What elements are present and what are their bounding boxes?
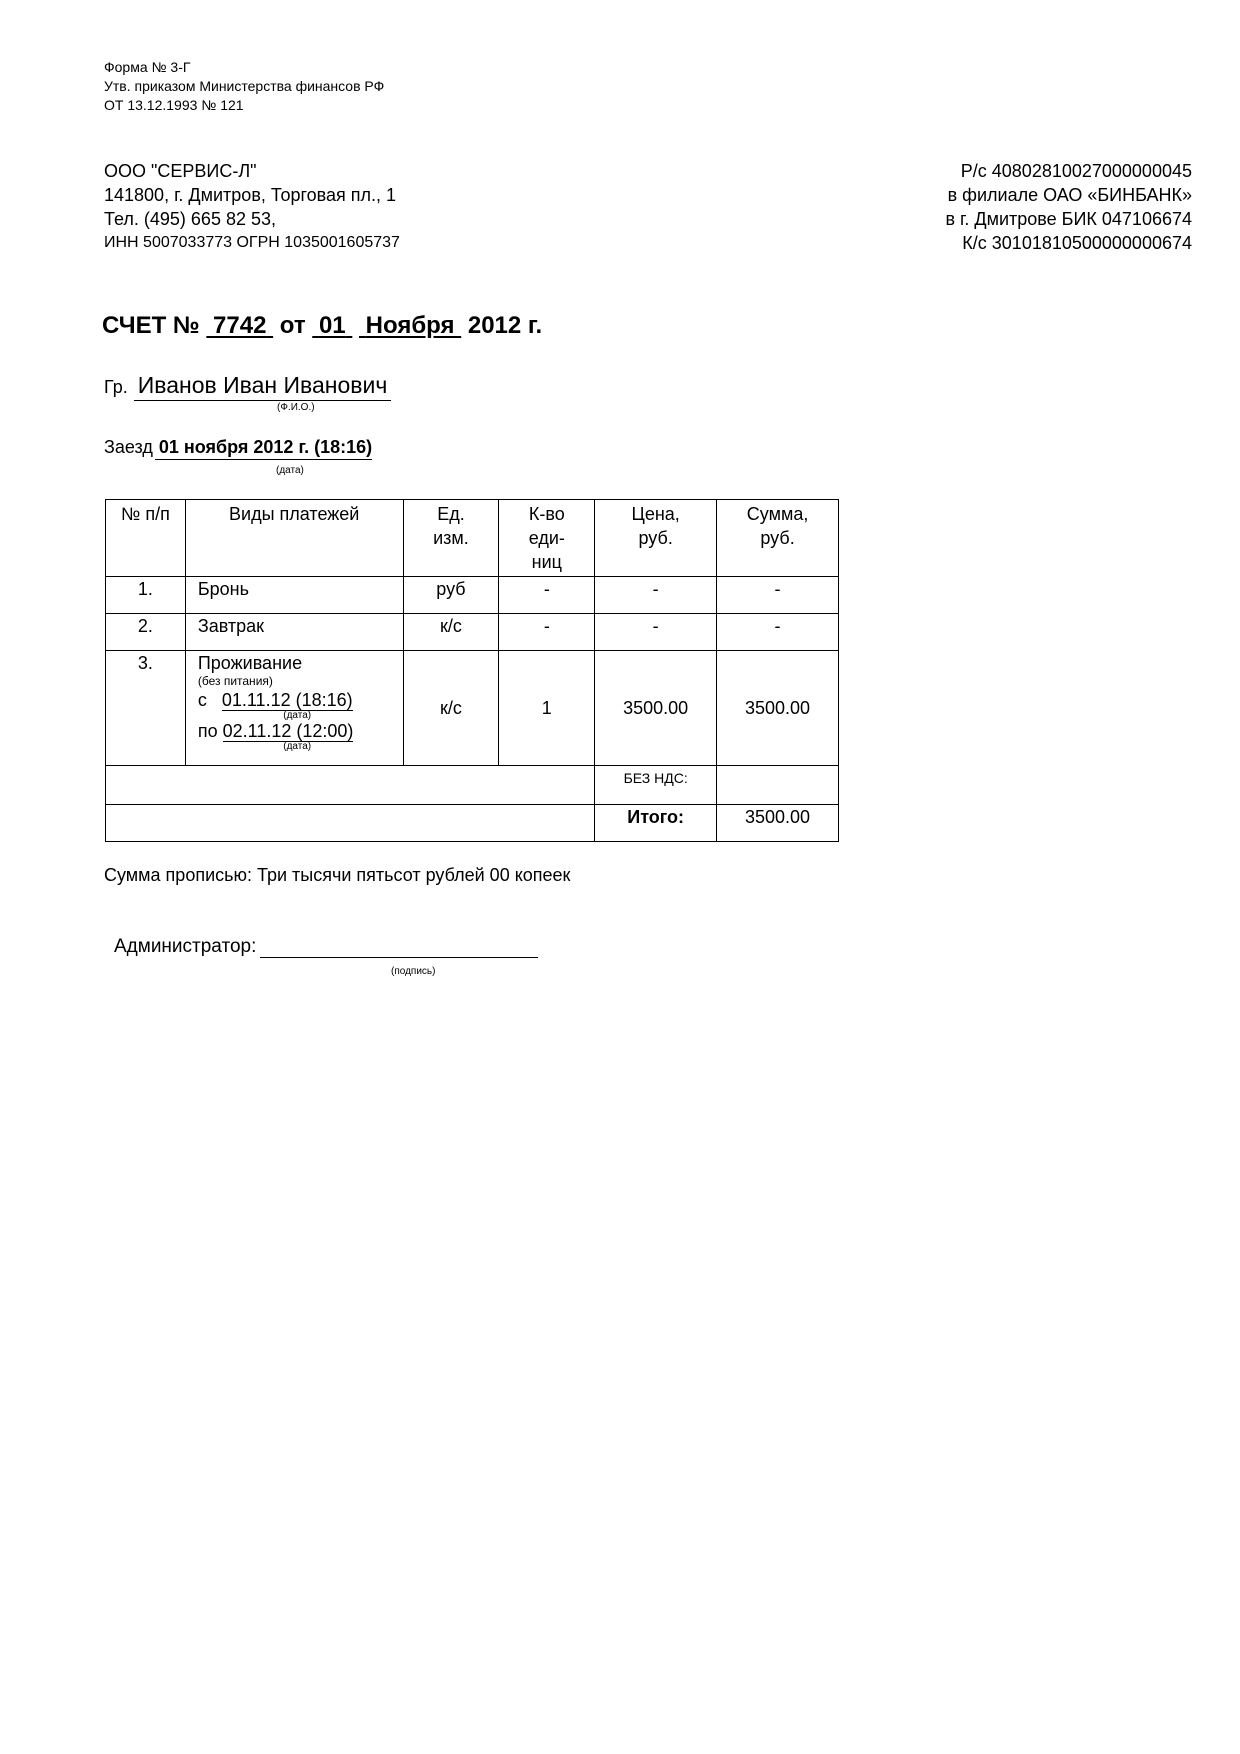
row-num: 1. (106, 577, 186, 614)
row-price: - (595, 577, 717, 614)
row-type: Бронь (185, 577, 403, 614)
form-header (104, 58, 384, 115)
admin-signature (114, 936, 538, 958)
guest-line (104, 372, 391, 401)
signature-line (260, 937, 538, 958)
row-num: 2. (106, 614, 186, 651)
row-type: Завтрак (185, 614, 403, 651)
stay-to-date: 02.11.12 (12:00) (222, 721, 354, 741)
row-sum: - (717, 614, 839, 651)
form-number: Форма № 3-Г (104, 59, 191, 75)
vat-value (717, 766, 839, 805)
vat-empty (106, 766, 595, 805)
row-qty: - (499, 614, 595, 651)
stay-from (198, 690, 397, 711)
company-name: ООО "СЕРВИС-Л" (104, 161, 257, 181)
row-sum: - (717, 577, 839, 614)
row-unit: к/с (403, 651, 499, 766)
guest-name: Иванов Иван Иванович (134, 372, 392, 401)
arrival-caption: (дата) (276, 465, 304, 476)
stay-from-date: 01.11.12 (18:16) (221, 690, 353, 710)
row-qty: - (499, 577, 595, 614)
row-note: (без питания) (197, 674, 273, 688)
invoice-title (102, 312, 542, 340)
company-phone: Тел. (495) 665 82 53, (104, 209, 277, 229)
row-type-cell (185, 651, 403, 766)
company-details (104, 159, 400, 255)
bank-corr-account: К/с 30101810500000000674 (962, 233, 1192, 253)
row-unit: к/с (403, 614, 499, 651)
invoice-year: 2012 г. (467, 312, 543, 339)
total-value: 3500.00 (717, 805, 839, 842)
arrival-value: 01 ноября 2012 г. (18:16) (155, 437, 372, 460)
stay-from-caption: (дата) (283, 710, 312, 721)
signature-caption: (подпись) (391, 966, 436, 977)
invoice-number: 7742 (213, 312, 267, 339)
arrival-label: Заезд (104, 437, 153, 457)
form-approval-date: ОТ 13.12.1993 № 121 (104, 97, 244, 113)
bank-account: Р/с 40802810027000000045 (960, 161, 1192, 181)
table-header-row (106, 500, 839, 577)
row-qty: 1 (499, 651, 595, 766)
table-row (106, 577, 839, 614)
header-quantity: К-во еди- ниц (499, 500, 595, 577)
header-price: Цена, руб. (595, 500, 717, 577)
row-price: - (595, 614, 717, 651)
row-type: Проживание (197, 653, 303, 673)
invoice-table (105, 499, 839, 842)
stay-to-label: по (197, 721, 218, 741)
row-unit: руб (403, 577, 499, 614)
bank-city-bik: в г. Дмитрове БИК 047106674 (945, 209, 1192, 229)
amount-in-words: Сумма прописью: Три тысячи пятьсот рублей 00 копеек (104, 865, 571, 885)
header-num: № п/п (106, 500, 186, 577)
row-price: 3500.00 (595, 651, 717, 766)
stay-to (198, 721, 397, 742)
bank-details (945, 159, 1192, 255)
vat-label: БЕЗ НДС: (595, 766, 717, 805)
stay-to-caption: (дата) (283, 741, 312, 752)
total-empty (106, 805, 595, 842)
total-row (106, 805, 839, 842)
arrival-line (104, 437, 372, 460)
table-row (106, 651, 839, 766)
invoice-month: Ноября (365, 312, 455, 339)
admin-label: Администратор: (114, 936, 257, 957)
stay-from-label: с (197, 690, 207, 710)
invoice-from: от (279, 312, 306, 339)
guest-prefix: Гр. (104, 377, 128, 397)
header-sum: Сумма, руб. (717, 500, 839, 577)
row-num: 3. (106, 651, 186, 766)
row-sum: 3500.00 (717, 651, 839, 766)
header-unit: Ед. изм. (403, 500, 499, 577)
company-address: 141800, г. Дмитров, Торговая пл., 1 (104, 185, 397, 205)
invoice-prefix: СЧЕТ № (102, 312, 200, 339)
bank-branch: в филиале ОАО «БИНБАНК» (947, 185, 1192, 205)
header-payment-type: Виды платежей (185, 500, 403, 577)
form-approval: Утв. приказом Министерства финансов РФ (104, 78, 385, 94)
guest-caption: (Ф.И.О.) (277, 402, 315, 413)
invoice-day: 01 (318, 312, 346, 339)
total-label: Итого: (595, 805, 717, 842)
vat-row (106, 766, 839, 805)
company-ids: ИНН 5007033773 ОГРН 1035001605737 (104, 234, 400, 251)
table-row (106, 614, 839, 651)
